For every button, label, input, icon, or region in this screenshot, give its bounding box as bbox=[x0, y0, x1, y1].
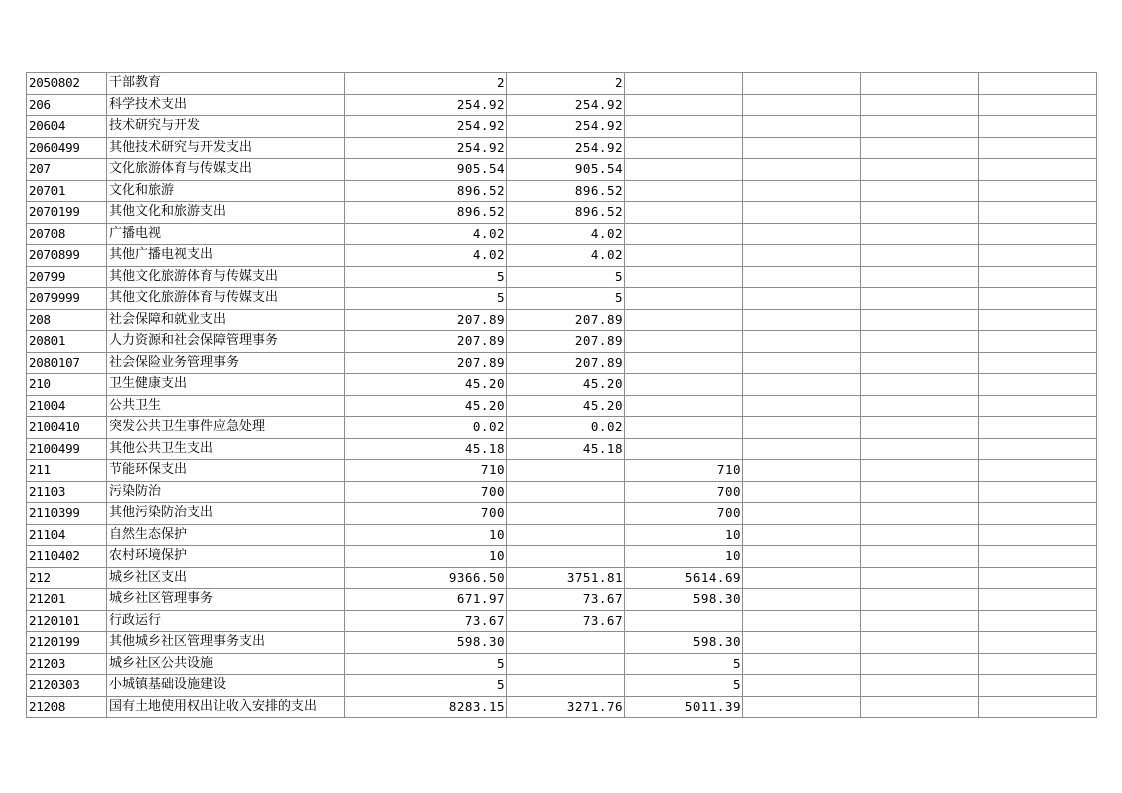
subject-code-cell: 207 bbox=[27, 159, 107, 181]
table-row bbox=[27, 395, 1097, 417]
empty-cell bbox=[861, 223, 979, 245]
subject-name-cell: 文化旅游体育与传媒支出 bbox=[107, 159, 345, 181]
table-row bbox=[27, 696, 1097, 718]
empty-cell bbox=[979, 116, 1097, 138]
empty-cell bbox=[743, 309, 861, 331]
empty-cell bbox=[861, 524, 979, 546]
table-row bbox=[27, 116, 1097, 138]
project-expenditure-cell: 700 bbox=[625, 481, 743, 503]
empty-cell bbox=[743, 546, 861, 568]
basic-expenditure-cell bbox=[507, 460, 625, 482]
total-cell: 207.89 bbox=[345, 331, 507, 353]
subject-name-cell: 科学技术支出 bbox=[107, 94, 345, 116]
total-cell: 8283.15 bbox=[345, 696, 507, 718]
basic-expenditure-cell bbox=[507, 653, 625, 675]
project-expenditure-cell bbox=[625, 309, 743, 331]
empty-cell bbox=[979, 589, 1097, 611]
subject-code-cell: 21203 bbox=[27, 653, 107, 675]
subject-code-cell: 210 bbox=[27, 374, 107, 396]
empty-cell bbox=[743, 94, 861, 116]
basic-expenditure-cell: 3271.76 bbox=[507, 696, 625, 718]
subject-code-cell: 20799 bbox=[27, 266, 107, 288]
subject-name-cell: 城乡社区公共设施 bbox=[107, 653, 345, 675]
empty-cell bbox=[743, 696, 861, 718]
empty-cell bbox=[861, 395, 979, 417]
total-cell: 254.92 bbox=[345, 116, 507, 138]
empty-cell bbox=[743, 288, 861, 310]
project-expenditure-cell bbox=[625, 94, 743, 116]
table-row bbox=[27, 632, 1097, 654]
project-expenditure-cell: 710 bbox=[625, 460, 743, 482]
empty-cell bbox=[861, 245, 979, 267]
subject-name-cell: 其他文化和旅游支出 bbox=[107, 202, 345, 224]
empty-cell bbox=[743, 460, 861, 482]
empty-cell bbox=[979, 288, 1097, 310]
basic-expenditure-cell: 3751.81 bbox=[507, 567, 625, 589]
empty-cell bbox=[979, 481, 1097, 503]
empty-cell bbox=[861, 632, 979, 654]
subject-name-cell: 城乡社区管理事务 bbox=[107, 589, 345, 611]
empty-cell bbox=[861, 137, 979, 159]
expenditure-table bbox=[26, 72, 1097, 718]
table-row bbox=[27, 438, 1097, 460]
empty-cell bbox=[861, 180, 979, 202]
empty-cell bbox=[743, 180, 861, 202]
empty-cell bbox=[979, 137, 1097, 159]
subject-code-cell: 2070199 bbox=[27, 202, 107, 224]
total-cell: 4.02 bbox=[345, 223, 507, 245]
table-row bbox=[27, 481, 1097, 503]
table-row bbox=[27, 610, 1097, 632]
total-cell: 45.20 bbox=[345, 374, 507, 396]
basic-expenditure-cell bbox=[507, 503, 625, 525]
project-expenditure-cell bbox=[625, 395, 743, 417]
total-cell: 896.52 bbox=[345, 202, 507, 224]
empty-cell bbox=[861, 266, 979, 288]
basic-expenditure-cell: 896.52 bbox=[507, 180, 625, 202]
empty-cell bbox=[743, 159, 861, 181]
total-cell: 905.54 bbox=[345, 159, 507, 181]
empty-cell bbox=[743, 567, 861, 589]
empty-cell bbox=[861, 94, 979, 116]
empty-cell bbox=[861, 653, 979, 675]
project-expenditure-cell bbox=[625, 116, 743, 138]
table-row bbox=[27, 223, 1097, 245]
table-row bbox=[27, 460, 1097, 482]
empty-cell bbox=[861, 417, 979, 439]
subject-code-cell: 21201 bbox=[27, 589, 107, 611]
project-expenditure-cell bbox=[625, 180, 743, 202]
table-row bbox=[27, 202, 1097, 224]
empty-cell bbox=[743, 438, 861, 460]
subject-name-cell: 广播电视 bbox=[107, 223, 345, 245]
subject-name-cell: 卫生健康支出 bbox=[107, 374, 345, 396]
basic-expenditure-cell: 4.02 bbox=[507, 245, 625, 267]
project-expenditure-cell bbox=[625, 73, 743, 95]
project-expenditure-cell bbox=[625, 438, 743, 460]
basic-expenditure-cell bbox=[507, 546, 625, 568]
empty-cell bbox=[861, 352, 979, 374]
subject-name-cell: 国有土地使用权出让收入安排的支出 bbox=[107, 696, 345, 718]
empty-cell bbox=[979, 352, 1097, 374]
empty-cell bbox=[979, 395, 1097, 417]
total-cell: 896.52 bbox=[345, 180, 507, 202]
project-expenditure-cell bbox=[625, 245, 743, 267]
table-row bbox=[27, 352, 1097, 374]
subject-code-cell: 208 bbox=[27, 309, 107, 331]
project-expenditure-cell: 5 bbox=[625, 653, 743, 675]
empty-cell bbox=[743, 331, 861, 353]
total-cell: 10 bbox=[345, 524, 507, 546]
empty-cell bbox=[861, 374, 979, 396]
basic-expenditure-cell: 5 bbox=[507, 288, 625, 310]
project-expenditure-cell bbox=[625, 159, 743, 181]
empty-cell bbox=[861, 675, 979, 697]
subject-name-cell: 社会保障和就业支出 bbox=[107, 309, 345, 331]
empty-cell bbox=[743, 481, 861, 503]
subject-name-cell: 农村环境保护 bbox=[107, 546, 345, 568]
total-cell: 5 bbox=[345, 266, 507, 288]
total-cell: 671.97 bbox=[345, 589, 507, 611]
empty-cell bbox=[861, 481, 979, 503]
table-row bbox=[27, 567, 1097, 589]
total-cell: 9366.50 bbox=[345, 567, 507, 589]
total-cell: 598.30 bbox=[345, 632, 507, 654]
table-row bbox=[27, 180, 1097, 202]
empty-cell bbox=[979, 610, 1097, 632]
basic-expenditure-cell: 896.52 bbox=[507, 202, 625, 224]
total-cell: 700 bbox=[345, 503, 507, 525]
subject-name-cell: 污染防治 bbox=[107, 481, 345, 503]
total-cell: 73.67 bbox=[345, 610, 507, 632]
total-cell: 45.18 bbox=[345, 438, 507, 460]
total-cell: 700 bbox=[345, 481, 507, 503]
basic-expenditure-cell: 45.20 bbox=[507, 374, 625, 396]
project-expenditure-cell: 5614.69 bbox=[625, 567, 743, 589]
subject-code-cell: 2079999 bbox=[27, 288, 107, 310]
project-expenditure-cell bbox=[625, 374, 743, 396]
table-body bbox=[27, 73, 1097, 718]
empty-cell bbox=[979, 202, 1097, 224]
empty-cell bbox=[861, 460, 979, 482]
table-row bbox=[27, 245, 1097, 267]
basic-expenditure-cell bbox=[507, 524, 625, 546]
subject-code-cell: 21004 bbox=[27, 395, 107, 417]
empty-cell bbox=[743, 245, 861, 267]
subject-code-cell: 20801 bbox=[27, 331, 107, 353]
project-expenditure-cell bbox=[625, 331, 743, 353]
basic-expenditure-cell bbox=[507, 481, 625, 503]
subject-code-cell: 2050802 bbox=[27, 73, 107, 95]
total-cell: 45.20 bbox=[345, 395, 507, 417]
table-row bbox=[27, 417, 1097, 439]
table-row bbox=[27, 675, 1097, 697]
empty-cell bbox=[743, 223, 861, 245]
project-expenditure-cell: 10 bbox=[625, 524, 743, 546]
empty-cell bbox=[979, 546, 1097, 568]
empty-cell bbox=[979, 417, 1097, 439]
subject-code-cell: 2060499 bbox=[27, 137, 107, 159]
basic-expenditure-cell: 254.92 bbox=[507, 116, 625, 138]
empty-cell bbox=[979, 223, 1097, 245]
empty-cell bbox=[743, 137, 861, 159]
empty-cell bbox=[979, 503, 1097, 525]
subject-code-cell: 2120101 bbox=[27, 610, 107, 632]
basic-expenditure-cell: 45.20 bbox=[507, 395, 625, 417]
empty-cell bbox=[861, 696, 979, 718]
subject-code-cell: 2120199 bbox=[27, 632, 107, 654]
basic-expenditure-cell: 905.54 bbox=[507, 159, 625, 181]
empty-cell bbox=[743, 675, 861, 697]
empty-cell bbox=[743, 352, 861, 374]
empty-cell bbox=[979, 180, 1097, 202]
project-expenditure-cell bbox=[625, 202, 743, 224]
table-row bbox=[27, 288, 1097, 310]
subject-name-cell: 行政运行 bbox=[107, 610, 345, 632]
project-expenditure-cell bbox=[625, 266, 743, 288]
total-cell: 254.92 bbox=[345, 137, 507, 159]
empty-cell bbox=[979, 374, 1097, 396]
total-cell: 207.89 bbox=[345, 309, 507, 331]
empty-cell bbox=[979, 331, 1097, 353]
project-expenditure-cell: 700 bbox=[625, 503, 743, 525]
basic-expenditure-cell: 207.89 bbox=[507, 352, 625, 374]
subject-name-cell: 其他广播电视支出 bbox=[107, 245, 345, 267]
empty-cell bbox=[743, 503, 861, 525]
subject-name-cell: 节能环保支出 bbox=[107, 460, 345, 482]
empty-cell bbox=[743, 417, 861, 439]
empty-cell bbox=[861, 610, 979, 632]
empty-cell bbox=[979, 567, 1097, 589]
subject-name-cell: 其他技术研究与开发支出 bbox=[107, 137, 345, 159]
total-cell: 10 bbox=[345, 546, 507, 568]
empty-cell bbox=[861, 73, 979, 95]
basic-expenditure-cell bbox=[507, 675, 625, 697]
subject-name-cell: 小城镇基础设施建设 bbox=[107, 675, 345, 697]
table-row bbox=[27, 374, 1097, 396]
subject-name-cell: 社会保险业务管理事务 bbox=[107, 352, 345, 374]
empty-cell bbox=[743, 653, 861, 675]
subject-name-cell: 其他公共卫生支出 bbox=[107, 438, 345, 460]
subject-name-cell: 干部教育 bbox=[107, 73, 345, 95]
subject-name-cell: 其他文化旅游体育与传媒支出 bbox=[107, 288, 345, 310]
table-row bbox=[27, 331, 1097, 353]
basic-expenditure-cell: 73.67 bbox=[507, 610, 625, 632]
project-expenditure-cell bbox=[625, 288, 743, 310]
total-cell: 5 bbox=[345, 675, 507, 697]
empty-cell bbox=[861, 116, 979, 138]
subject-code-cell: 20701 bbox=[27, 180, 107, 202]
empty-cell bbox=[979, 675, 1097, 697]
empty-cell bbox=[861, 567, 979, 589]
subject-name-cell: 其他城乡社区管理事务支出 bbox=[107, 632, 345, 654]
empty-cell bbox=[743, 610, 861, 632]
table-row bbox=[27, 524, 1097, 546]
project-expenditure-cell bbox=[625, 137, 743, 159]
empty-cell bbox=[861, 438, 979, 460]
subject-name-cell: 突发公共卫生事件应急处理 bbox=[107, 417, 345, 439]
project-expenditure-cell: 598.30 bbox=[625, 589, 743, 611]
subject-name-cell: 人力资源和社会保障管理事务 bbox=[107, 331, 345, 353]
empty-cell bbox=[979, 94, 1097, 116]
basic-expenditure-cell bbox=[507, 632, 625, 654]
basic-expenditure-cell: 4.02 bbox=[507, 223, 625, 245]
empty-cell bbox=[979, 159, 1097, 181]
subject-code-cell: 2080107 bbox=[27, 352, 107, 374]
table-row bbox=[27, 503, 1097, 525]
basic-expenditure-cell: 45.18 bbox=[507, 438, 625, 460]
subject-name-cell: 其他文化旅游体育与传媒支出 bbox=[107, 266, 345, 288]
total-cell: 254.92 bbox=[345, 94, 507, 116]
subject-code-cell: 21208 bbox=[27, 696, 107, 718]
empty-cell bbox=[861, 331, 979, 353]
project-expenditure-cell bbox=[625, 417, 743, 439]
basic-expenditure-cell: 254.92 bbox=[507, 94, 625, 116]
total-cell: 710 bbox=[345, 460, 507, 482]
empty-cell bbox=[861, 159, 979, 181]
subject-code-cell: 211 bbox=[27, 460, 107, 482]
total-cell: 5 bbox=[345, 288, 507, 310]
basic-expenditure-cell: 207.89 bbox=[507, 331, 625, 353]
table-row bbox=[27, 653, 1097, 675]
table-row bbox=[27, 589, 1097, 611]
empty-cell bbox=[861, 309, 979, 331]
project-expenditure-cell: 598.30 bbox=[625, 632, 743, 654]
table-row bbox=[27, 309, 1097, 331]
basic-expenditure-cell: 5 bbox=[507, 266, 625, 288]
empty-cell bbox=[979, 460, 1097, 482]
subject-code-cell: 2110402 bbox=[27, 546, 107, 568]
empty-cell bbox=[979, 245, 1097, 267]
project-expenditure-cell bbox=[625, 223, 743, 245]
project-expenditure-cell bbox=[625, 352, 743, 374]
table-row bbox=[27, 159, 1097, 181]
empty-cell bbox=[743, 116, 861, 138]
project-expenditure-cell: 5 bbox=[625, 675, 743, 697]
empty-cell bbox=[979, 632, 1097, 654]
total-cell: 207.89 bbox=[345, 352, 507, 374]
subject-code-cell: 2110399 bbox=[27, 503, 107, 525]
empty-cell bbox=[743, 73, 861, 95]
empty-cell bbox=[743, 395, 861, 417]
subject-code-cell: 2100410 bbox=[27, 417, 107, 439]
project-expenditure-cell bbox=[625, 610, 743, 632]
empty-cell bbox=[979, 524, 1097, 546]
subject-name-cell: 其他污染防治支出 bbox=[107, 503, 345, 525]
empty-cell bbox=[861, 202, 979, 224]
basic-expenditure-cell: 207.89 bbox=[507, 309, 625, 331]
table-row bbox=[27, 266, 1097, 288]
subject-name-cell: 城乡社区支出 bbox=[107, 567, 345, 589]
subject-code-cell: 212 bbox=[27, 567, 107, 589]
empty-cell bbox=[743, 266, 861, 288]
empty-cell bbox=[979, 309, 1097, 331]
empty-cell bbox=[861, 546, 979, 568]
table-row bbox=[27, 546, 1097, 568]
total-cell: 2 bbox=[345, 73, 507, 95]
empty-cell bbox=[743, 524, 861, 546]
subject-code-cell: 2070899 bbox=[27, 245, 107, 267]
subject-code-cell: 2120303 bbox=[27, 675, 107, 697]
empty-cell bbox=[743, 374, 861, 396]
table-row bbox=[27, 73, 1097, 95]
basic-expenditure-cell: 254.92 bbox=[507, 137, 625, 159]
subject-code-cell: 21104 bbox=[27, 524, 107, 546]
subject-code-cell: 20604 bbox=[27, 116, 107, 138]
table-row bbox=[27, 137, 1097, 159]
subject-code-cell: 21103 bbox=[27, 481, 107, 503]
empty-cell bbox=[861, 288, 979, 310]
subject-name-cell: 自然生态保护 bbox=[107, 524, 345, 546]
empty-cell bbox=[979, 438, 1097, 460]
empty-cell bbox=[979, 266, 1097, 288]
subject-name-cell: 文化和旅游 bbox=[107, 180, 345, 202]
empty-cell bbox=[743, 202, 861, 224]
empty-cell bbox=[743, 589, 861, 611]
basic-expenditure-cell: 73.67 bbox=[507, 589, 625, 611]
subject-name-cell: 公共卫生 bbox=[107, 395, 345, 417]
table-row bbox=[27, 94, 1097, 116]
subject-name-cell: 技术研究与开发 bbox=[107, 116, 345, 138]
project-expenditure-cell: 5011.39 bbox=[625, 696, 743, 718]
empty-cell bbox=[743, 632, 861, 654]
empty-cell bbox=[979, 696, 1097, 718]
project-expenditure-cell: 10 bbox=[625, 546, 743, 568]
basic-expenditure-cell: 0.02 bbox=[507, 417, 625, 439]
subject-code-cell: 206 bbox=[27, 94, 107, 116]
empty-cell bbox=[979, 653, 1097, 675]
total-cell: 5 bbox=[345, 653, 507, 675]
subject-code-cell: 20708 bbox=[27, 223, 107, 245]
empty-cell bbox=[861, 503, 979, 525]
empty-cell bbox=[861, 589, 979, 611]
total-cell: 4.02 bbox=[345, 245, 507, 267]
subject-code-cell: 2100499 bbox=[27, 438, 107, 460]
total-cell: 0.02 bbox=[345, 417, 507, 439]
empty-cell bbox=[979, 73, 1097, 95]
basic-expenditure-cell: 2 bbox=[507, 73, 625, 95]
